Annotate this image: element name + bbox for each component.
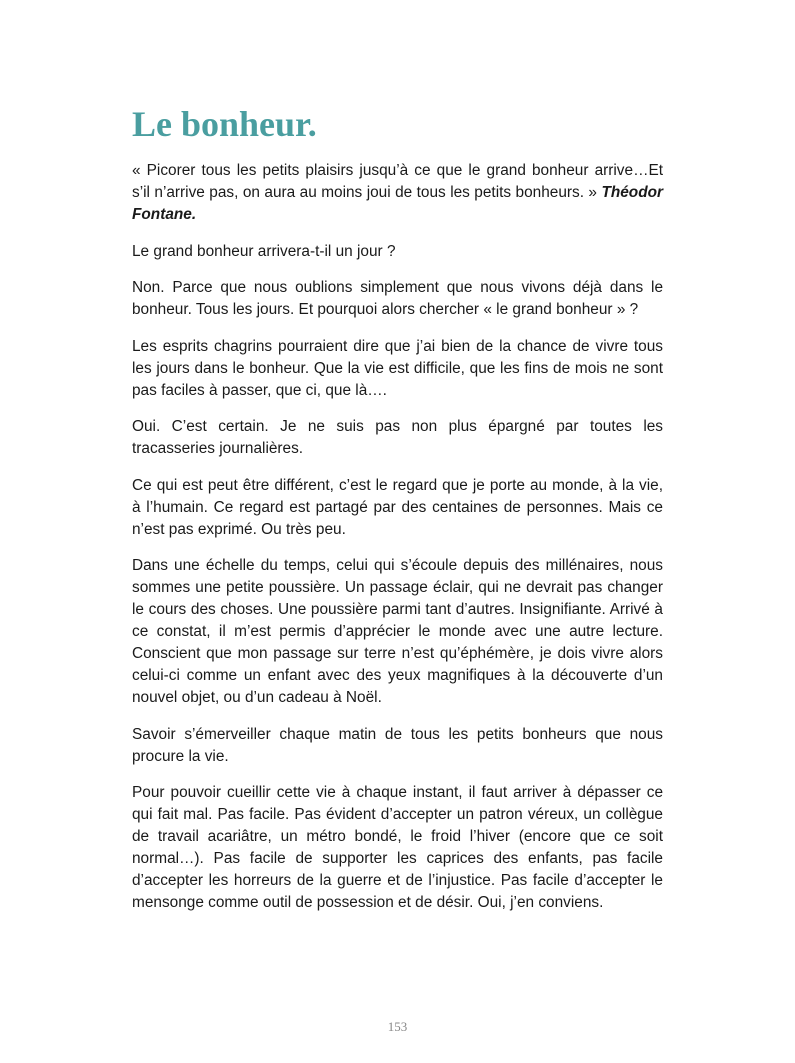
quote-author: Théodor Fontane. [132, 184, 663, 223]
quote-paragraph [132, 160, 663, 226]
paragraph-6: Dans une échelle du temps, celui qui s’écoule depuis des millénaires, nous sommes une petite poussière. Un passage éclair, qui ne devrait pas changer le cours des choses. Une poussière parmi tant d’autres. Insignifiante. Arrivé à ce constat, il m’est permis d’apprécier le monde avec une autre lecture. Conscient que mon passage sur terre n’est qu’éphémère, je dois vivre alors celui-ci comme un enfant avec des yeux magnifiques à la découverte d’un nouvel objet, ou d’un cadeau à Noël. [132, 557, 663, 706]
page-title: Le bonheur. [132, 104, 317, 144]
page-number: 153 [387, 1019, 408, 1034]
paragraph-2: Non. Parce que nous oublions simplement que nous vivons déjà dans le bonheur. Tous les jours. Et pourquoi alors chercher « le grand bonheur » ? [132, 279, 663, 318]
paragraph-8: Pour pouvoir cueillir cette vie à chaque instant, il faut arriver à dépasser ce qui fait mal. Pas facile. Pas évident d’accepter un patron véreux, un collègue de travail acariâtre, un métro bondé, le froid l’hiver (encore que ce soit normal…). Pas facile de supporter les caprices des enfants, pas facile d’accepter les horreurs de la guerre et de l’injustice. Pas facile d’accepter le mensonge comme outil de possession et de désir. Oui, j’en conviens. [132, 784, 663, 911]
paragraph-1: Le grand bonheur arrivera-t-il un jour ? [132, 242, 396, 260]
paragraph-5: Ce qui est peut être différent, c’est le regard que je porte au monde, à la vie, à l’humain. Ce regard est partagé par des centaines de personnes. Mais ce n’est pas exprimé. Ou très peu. [132, 476, 663, 538]
paragraph-3: Les esprits chagrins pourraient dire que j’ai bien de la chance de vivre tous les jours dans le bonheur. Que la vie est difficile, que les fins de mois ne sont pas faciles à passer, que ci, que là…. [132, 337, 663, 399]
page-body [132, 160, 663, 929]
paragraph-4: Oui. C’est certain. Je ne suis pas non plus épargné par toutes les tracasseries journalières. [132, 418, 663, 457]
paragraph-7: Savoir s’émerveiller chaque matin de tous les petits bonheurs que nous procure la vie. [132, 725, 663, 765]
quote-text: « Picorer tous les petits plaisirs jusqu’à ce que le grand bonheur arrive…Et s’il n’arrive pas, on aura au moins joui de tous les petits bonheurs. » [132, 162, 663, 201]
